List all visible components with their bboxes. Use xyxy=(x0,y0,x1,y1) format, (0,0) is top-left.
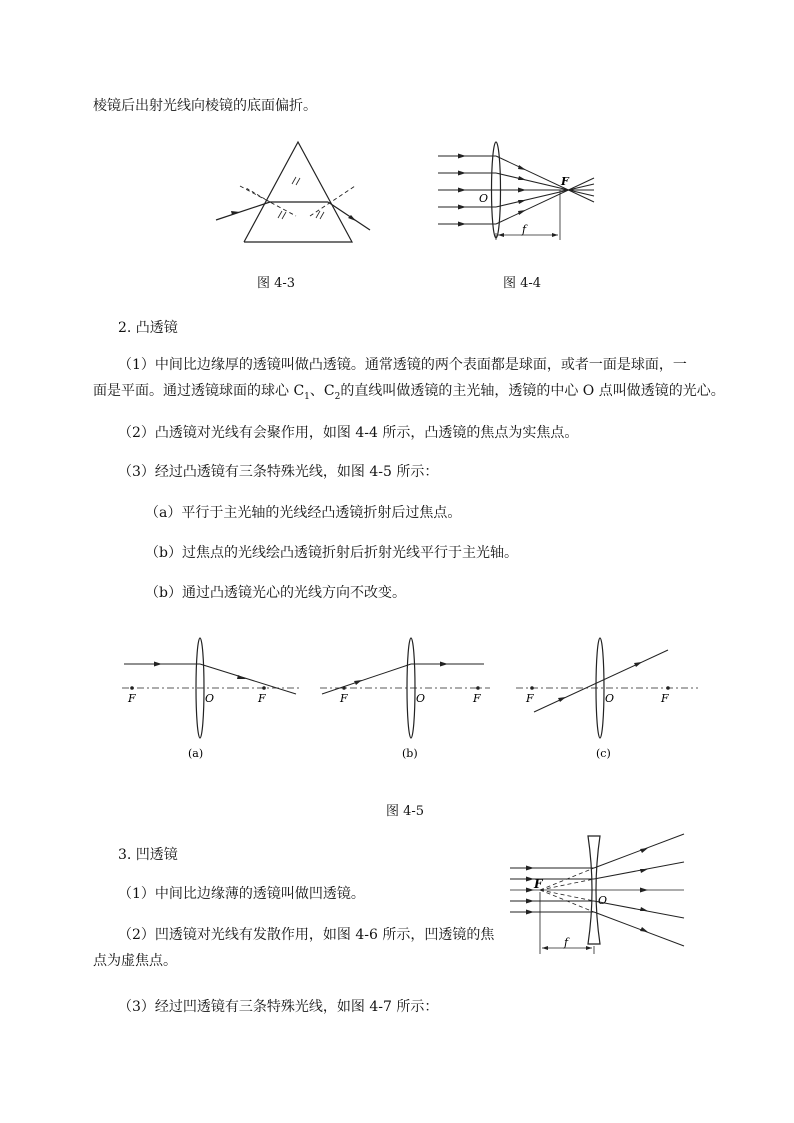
figure-4-3-caption: 图 4-3 xyxy=(257,276,296,291)
fig44-label-o: O xyxy=(479,192,489,205)
incident-ray xyxy=(216,202,270,220)
figure-4-3-prism xyxy=(210,132,370,247)
sec2-paragraph-1b: 面是平面。通过透镜球面的球心 $C_1$、$C_2$的直线叫做透镜的主光轴，透镜的中心 O 点叫做透镜的光心。 xyxy=(93,383,725,402)
figure-4-4-caption: 图 4-4 xyxy=(503,276,542,291)
fig45b-label-f1: F xyxy=(340,692,348,705)
figure-4-4-convex-lens xyxy=(436,138,606,248)
sec2-paragraph-3: （3）经过凸透镜有三条特殊光线，如图 4-5 所示： xyxy=(118,464,439,480)
figure-4-5-special-rays xyxy=(118,630,708,770)
emergent-ray xyxy=(328,202,370,230)
figure-4-5-caption: 图 4-5 xyxy=(386,804,425,819)
fig45b-label-o: O xyxy=(416,692,426,705)
fig45c-label-f1: F xyxy=(526,692,534,705)
fig46-label-focal: f xyxy=(564,936,569,949)
sec2-item-a: （a）平行于主光轴的光线经凸透镜折射后过焦点。 xyxy=(145,505,462,521)
figure-4-6-concave-lens xyxy=(508,830,688,960)
sec3-paragraph-1: （1）中间比边缘薄的透镜叫做凹透镜。 xyxy=(118,886,365,902)
section-3-title: 3. 凹透镜 xyxy=(118,847,178,863)
fig44-label-f: F xyxy=(561,175,569,188)
fig46-label-o: O xyxy=(598,894,608,907)
fig45c-label-f2: F xyxy=(661,692,669,705)
fig44-label-focal: f xyxy=(522,223,527,236)
sec3-paragraph-2a: （2）凹透镜对光线有发散作用，如图 4-6 所示，凹透镜的焦 xyxy=(118,927,495,943)
prism-outline xyxy=(244,142,352,242)
fig45-subcaption-c: (c) xyxy=(596,747,611,760)
fig45-subcaption-a: (a) xyxy=(188,747,204,760)
fig45c-label-o: O xyxy=(605,692,615,705)
sec2-paragraph-2: （2）凸透镜对光线有会聚作用，如图 4-4 所示，凸透镜的焦点为实焦点。 xyxy=(118,425,579,441)
sec3-paragraph-2b: 点为虚焦点。 xyxy=(93,953,177,969)
fig45b-label-f2: F xyxy=(473,692,481,705)
sec3-paragraph-3: （3）经过凹透镜有三条特殊光线，如图 4-7 所示： xyxy=(118,999,439,1015)
section-2-title: 2. 凸透镜 xyxy=(118,320,178,336)
sec2-item-b: （b）过焦点的光线绘凸透镜折射后折射光线平行于主光轴。 xyxy=(145,545,518,561)
fig45a-label-f2: F xyxy=(258,692,266,705)
fig45a-label-o: O xyxy=(205,692,215,705)
fig45-subcaption-b: (b) xyxy=(402,747,418,760)
fig45a-label-f1: F xyxy=(128,692,136,705)
fig46-label-f: F xyxy=(534,877,543,891)
sec2-item-c: （b）通过凸透镜光心的光线方向不改变。 xyxy=(145,585,406,601)
intro-text: 棱镜后出射光线向棱镜的底面偏折。 xyxy=(93,98,317,114)
sec2-paragraph-1a: （1）中间比边缘厚的透镜叫做凸透镜。通常透镜的两个表面都是球面，或者一面是球面，一 xyxy=(118,357,687,373)
